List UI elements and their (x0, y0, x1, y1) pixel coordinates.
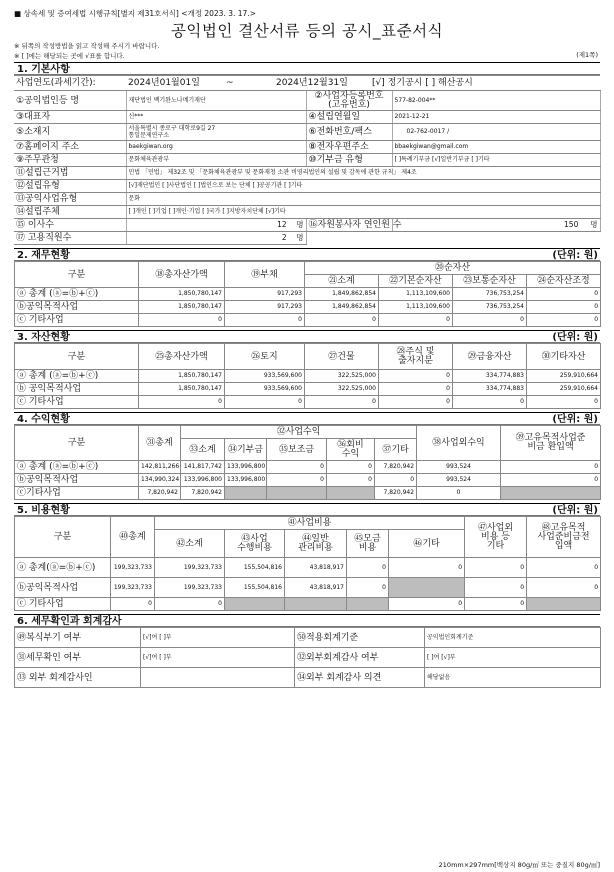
label-address: ⑤소재지 (14, 124, 126, 141)
table-row (15, 288, 601, 301)
header-subtotal: ㉑소계 (305, 275, 379, 288)
cell: 1,850,780,147 (139, 370, 225, 383)
cell: 259,910,664 (527, 383, 601, 396)
header-subtotal: ㉝소계 (181, 439, 225, 461)
label-business-type: ⑬공익사업유형 (14, 193, 126, 206)
cell: 7,820,942 (181, 487, 225, 500)
cell: 155,504,816 (225, 558, 285, 578)
label-audit-opinion: ㉞외부 회계감사 의견 (295, 668, 425, 688)
table-row (15, 370, 601, 383)
row-label: ⓑ공익목적사업 (15, 301, 139, 314)
cell: 0 (111, 598, 155, 611)
cell: 0 (527, 314, 601, 327)
value-accounting-standard: 공익법인회계기준 (425, 628, 601, 648)
cell: 0 (527, 396, 601, 409)
header-other-assets: ㉚기타자산 (527, 344, 601, 370)
form-page (14, 8, 600, 868)
value-homepage: baekgiwan.org (126, 141, 306, 154)
table-row (15, 474, 601, 487)
value-bizno: 577-82-004** (392, 91, 600, 111)
table-row (15, 487, 601, 500)
label-homepage: ⑦홈페이지 주소 (14, 141, 126, 154)
value-ceo: 신*** (126, 111, 306, 124)
header-nonbusiness-revenue: ㊳사업외수익 (417, 426, 501, 461)
cell: 0 (327, 474, 375, 487)
header-div: 구분 (15, 344, 139, 370)
cell: 0 (453, 396, 527, 409)
unit-directors: 명 (296, 220, 304, 229)
cell: 0 (267, 474, 327, 487)
cell: 199,323,733 (155, 578, 225, 598)
header-operation-sub: 수행비용 (237, 542, 272, 553)
unit-label: (단위: 원) (552, 505, 598, 516)
info-row-5 (14, 154, 600, 167)
cell: 7,820,942 (375, 487, 417, 500)
header-nonbusiness-expense-3: 기타 (486, 540, 505, 551)
note-1: ※ 뒤쪽의 작성방법을 읽고 작성해 주시기 바랍니다. (14, 42, 160, 50)
label-accounting-standard: ㊿적용회계기준 (295, 628, 425, 648)
period-type: [√] 정기공시 [ ] 해산공시 (372, 78, 473, 88)
shaded-cell (267, 487, 327, 500)
header-total: ㊵총계 (111, 517, 155, 558)
value-external-audit: [ ]여 [√]부 (425, 648, 601, 668)
info-row-9 (14, 206, 600, 219)
label-volunteers: ⑯자원봉사자 연인원 수 (306, 219, 392, 232)
header-fee-sub: 수익 (341, 448, 360, 459)
shaded-cell (501, 487, 601, 500)
cell: 259,910,664 (527, 370, 601, 383)
row-label: ⓐ 총계 (ⓐ=ⓑ+ⓒ) (15, 288, 139, 301)
cell: 0 (375, 474, 417, 487)
cell: 133,996,800 (225, 474, 267, 487)
row-label: ⓐ 총계 (ⓐ=ⓑ+ⓒ) (15, 370, 139, 383)
table-row (15, 314, 601, 327)
header-liabilities: ⑲부채 (225, 262, 305, 288)
period-row (14, 76, 600, 91)
label-bizno: ②사업자등록번호 (314, 90, 384, 101)
label-directors: ⑮ 이사수 (14, 219, 126, 232)
cell: 1,113,109,600 (379, 301, 453, 314)
shaded-cell (285, 598, 347, 611)
header-fundraising: ㊺모금 (354, 533, 381, 544)
cell: 334,774,883 (453, 370, 527, 383)
row-label: ⓐ 총계 (ⓐ=ⓑ+ⓒ) (15, 461, 139, 474)
cell: 199,323,733 (111, 578, 155, 598)
header-div: 구분 (15, 262, 139, 288)
cell: 0 (501, 461, 601, 474)
header-reserve-transfer: ㊽고유목적 (541, 522, 586, 533)
label-employees: ⑰ 고용직원수 (14, 232, 126, 245)
header-admin: ㊹일반 (302, 533, 329, 544)
audit-row-2 (15, 648, 601, 668)
cell: 0 (225, 314, 305, 327)
section-2-title: 2. 재무현황 (단위: 원) (14, 248, 600, 261)
value-legal-basis: 민법 「민법」 제32조 및 「문화체육관광부 및 문화재청 소관 비영리법인의 설립 및 감독에 관한 규칙」 제4조 (126, 167, 600, 180)
info-row-6 (14, 167, 600, 180)
header-fee: ㊱회비 (337, 439, 364, 450)
cell: 322,525,000 (305, 383, 379, 396)
header-basic-net: ㉒기본순자산 (379, 275, 453, 288)
cell: 993,524 (417, 461, 501, 474)
cell: 199,323,733 (111, 558, 155, 578)
section-6-title: 6. 세무확인과 회계감사 (14, 614, 600, 627)
label-org-name: ①공익법인등 명 (14, 91, 126, 111)
header-business-expense: ㊶사업비용 (155, 517, 465, 530)
header-nonbusiness-expense: ㊼사업외 (477, 522, 514, 533)
finance-table (14, 261, 601, 327)
header-subsidy: ㉟보조금 (267, 439, 327, 461)
cell: 0 (327, 461, 375, 474)
paper-spec: 210mm×297mm[백상지 80g/㎡ 또는 중질지 80g/㎡] (438, 861, 600, 869)
cell: 0 (527, 558, 601, 578)
note-2: ※ [ ]에는 해당되는 곳에 √표를 합니다. (14, 51, 125, 60)
cell: 933,569,600 (225, 370, 305, 383)
unit-label: (단위: 원) (552, 332, 598, 343)
value-authority: 문화체육관광부 (126, 154, 306, 167)
value-email: bbaekgiwan@gmail.com (392, 141, 600, 154)
row-label: ⓒ 기타사업 (15, 598, 111, 611)
cell: 0 (347, 558, 389, 578)
row-label: ⓑ공익목적사업 (15, 474, 139, 487)
info-row-4 (14, 141, 600, 154)
audit-table (14, 627, 601, 688)
assets-table (14, 343, 601, 409)
info-row-10 (14, 219, 600, 232)
period-separator: ~ (226, 78, 234, 88)
cell: 7,820,942 (375, 461, 417, 474)
period-label: 사업연도(과세기간): (16, 78, 96, 88)
row-label: ⓒ기타사업 (15, 487, 139, 500)
audit-row-1 (15, 628, 601, 648)
basic-info-table (14, 75, 601, 245)
value-double-entry: [√]여 [ ]부 (141, 628, 295, 648)
table-row (15, 301, 601, 314)
table-row (15, 396, 601, 409)
row-label: ⓐ 총계(ⓐ=ⓑ+ⓒ) (15, 558, 111, 578)
audit-row-3 (15, 668, 601, 688)
table-row (15, 598, 601, 611)
label-founder: ⑭설립주체 (14, 206, 126, 219)
cell: 322,525,000 (305, 370, 379, 383)
cell: 155,504,816 (225, 578, 285, 598)
label-bizno-sub: (고유번호) (328, 99, 370, 110)
cell: 0 (465, 578, 527, 598)
unit-employees: 명 (296, 233, 304, 242)
row-label: ⓒ 기타사업 (15, 396, 139, 409)
value-address-2: 통일문제연구소 (128, 132, 170, 139)
value-business-type: 문화 (126, 193, 600, 206)
unit-label: (단위: 원) (552, 250, 598, 261)
law-reference: ■ 상속세 및 증여세법 시행규칙[별지 제31호서식] <개정 2023. 3. 17.> (14, 9, 256, 18)
shaded-cell (527, 598, 601, 611)
cell: 0 (527, 288, 601, 301)
header-div: 구분 (15, 426, 139, 461)
cell: 0 (389, 558, 465, 578)
header-financial: ㉙금융자산 (453, 344, 527, 370)
label-double-entry: ㊾복식부기 여부 (15, 628, 141, 648)
cell: 933,569,600 (225, 383, 305, 396)
value-tax-check: [√]여 [ ]부 (141, 648, 295, 668)
header-stock-sub: 출자지분 (398, 355, 433, 366)
header-subtotal: ㊷소계 (155, 530, 225, 558)
cell: 141,817,742 (181, 461, 225, 474)
revenue-table (14, 425, 601, 500)
header-reserve-reversal: ㊴고유목적사업준 (515, 433, 586, 443)
cell: 199,323,733 (155, 558, 225, 578)
header-net-adjust: ㉔순자산조정 (527, 275, 601, 288)
header-building: ㉗건물 (305, 344, 379, 370)
info-row-2 (14, 111, 600, 124)
table-row (15, 383, 601, 396)
label-ceo: ③대표자 (14, 111, 126, 124)
cell: 0 (155, 598, 225, 611)
notes (14, 42, 600, 62)
value-founded: 2021-12-21 (392, 111, 600, 124)
cell: 1,849,862,854 (305, 301, 379, 314)
shaded-cell (225, 487, 267, 500)
header-other: ㊲기타 (375, 439, 417, 461)
period-to: 2024년12월31일 (276, 78, 348, 88)
header-operation: ㊸사업 (241, 533, 268, 544)
cell: 0 (527, 301, 601, 314)
row-label: ⓑ 공익목적사업 (15, 383, 139, 396)
header-reserve-transfer-3: 입액 (554, 540, 573, 551)
table-row (15, 461, 601, 474)
table-row (15, 578, 601, 598)
cell: 736,753,254 (453, 301, 527, 314)
value-founder: [ ]개인 [ ]기업 [ ]개인·기업 [ ]국가 [ ]지방자치단체 [√]기타 (126, 206, 600, 219)
value-volunteers: 150 (564, 220, 579, 229)
cell: 0 (453, 314, 527, 327)
info-row-11 (14, 232, 600, 245)
header-nonbusiness-expense-2: 비용 등 (481, 531, 510, 542)
value-org-name: 재단법인 백기완노나메기재단 (126, 91, 306, 111)
label-auditor: ㉝ 외부 회계감사인 (15, 668, 141, 688)
header-total-assets: ⑱총자산가액 (139, 262, 225, 288)
cell: 1,850,780,147 (139, 383, 225, 396)
value-auditor (141, 668, 295, 688)
header-stock: ㉘주식 및 (396, 346, 435, 357)
header-reserve-reversal-sub: 비금 환입액 (527, 442, 574, 452)
value-directors: 12 (277, 220, 287, 229)
header-total: ㉛총계 (139, 426, 181, 461)
cell: 0 (379, 314, 453, 327)
cell: 0 (465, 558, 527, 578)
cell: 133,996,800 (181, 474, 225, 487)
cell: 0 (379, 370, 453, 383)
shaded-cell (225, 598, 285, 611)
label-legal-basis: ⑪설립근거법 (14, 167, 126, 180)
label-tax-check: ㉛세무확인 여부 (15, 648, 141, 668)
cell: 1,850,780,147 (139, 301, 225, 314)
shaded-cell (327, 487, 375, 500)
header-fundraising-sub: 비용 (358, 542, 377, 553)
section-3-title: 3. 자산현황 (단위: 원) (14, 330, 600, 343)
page-number: (제1쪽) (576, 51, 598, 59)
info-row-8 (14, 193, 600, 206)
cell: 334,774,883 (453, 383, 527, 396)
shaded-cell (347, 598, 389, 611)
info-row-3 (14, 124, 600, 141)
row-label: ⓒ 기타사업 (15, 314, 139, 327)
section-5-title: 5. 비용현황 (단위: 원) (14, 503, 600, 516)
cell: 917,293 (225, 301, 305, 314)
value-address-1: 서울특별시 종로구 대학로9길 27 (128, 125, 216, 132)
cell: 0 (305, 396, 379, 409)
cell: 736,753,254 (453, 288, 527, 301)
info-row-7 (14, 180, 600, 193)
header-business-revenue: ㉜사업수익 (181, 426, 417, 439)
header-land: ㉖토지 (225, 344, 305, 370)
cell: 0 (379, 396, 453, 409)
row-label: ⓑ공익목적사업 (15, 578, 111, 598)
cell: 1,849,862,854 (305, 288, 379, 301)
cell: 7,820,942 (139, 487, 181, 500)
label-authority: ⑨주무관청 (14, 154, 126, 167)
cell: 0 (139, 314, 225, 327)
cell: 0 (501, 474, 601, 487)
label-external-audit: ㉜외부회계감사 여부 (295, 648, 425, 668)
label-founded: ④설립연월일 (306, 111, 392, 124)
cell: 43,818,917 (285, 578, 347, 598)
cell: 133,996,800 (225, 461, 267, 474)
cell: 0 (465, 598, 527, 611)
cell: 1,113,109,600 (379, 288, 453, 301)
section-4-title: 4. 수익현황 (단위: 원) (14, 412, 600, 425)
period-from: 2024년01월01일 (128, 78, 200, 88)
label-founding-type: ⑫설립유형 (14, 180, 126, 193)
cell: 917,293 (225, 288, 305, 301)
expense-table (14, 516, 601, 611)
header-net-assets: ⑳순자산 (305, 262, 601, 275)
value-founding-type: [√]재단법인 [ ]사단법인 [ ]법인으로 보는 단체 [ ]공공기관 [ ]기타 (126, 180, 600, 193)
header-admin-sub: 관리비용 (298, 542, 333, 553)
label-email: ⑧전자우편주소 (306, 141, 392, 154)
cell: 0 (527, 578, 601, 598)
info-row-1 (14, 91, 600, 111)
label-phone: ⑥전화번호/팩스 (306, 124, 392, 141)
cell: 0 (347, 578, 389, 598)
cell: 0 (225, 396, 305, 409)
label-donation-type: ⑩기부금 유형 (306, 154, 392, 167)
cell: 1,850,780,147 (139, 288, 225, 301)
cell: 0 (379, 383, 453, 396)
cell: 134,990,324 (139, 474, 181, 487)
header-other: ㊻기타 (389, 530, 465, 558)
value-employees: 2 (281, 233, 287, 242)
cell: 142,811,266 (139, 461, 181, 474)
section-1-title: 1. 기본사항 (14, 62, 600, 75)
cell: 0 (417, 487, 501, 500)
shaded-cell (389, 578, 465, 598)
cell: 993,524 (417, 474, 501, 487)
unit-volunteers: 명 (590, 220, 598, 229)
cell: 0 (139, 396, 225, 409)
value-donation-type: [ ]특례기부금 [√]일반기부금 [ ]기타 (392, 154, 600, 167)
value-phone: 02-762-0017 / (392, 124, 600, 141)
cell: 0 (267, 461, 327, 474)
table-row (15, 558, 601, 578)
form-title: 공익법인 결산서류 등의 공시_표준서식 (170, 22, 444, 40)
value-audit-opinion: 해당없음 (425, 668, 601, 688)
cell: 43,818,917 (285, 558, 347, 578)
header-donation: ㉞기부금 (225, 439, 267, 461)
header-total-assets: ㉕총자산가액 (139, 344, 225, 370)
header-ordinary-net: ㉓보통순자산 (453, 275, 527, 288)
header-reserve-transfer-2: 사업준비금전 (537, 531, 590, 542)
cell: 0 (389, 598, 465, 611)
cell: 0 (305, 314, 379, 327)
unit-label: (단위: 원) (552, 414, 598, 425)
header-div: 구분 (15, 517, 111, 558)
